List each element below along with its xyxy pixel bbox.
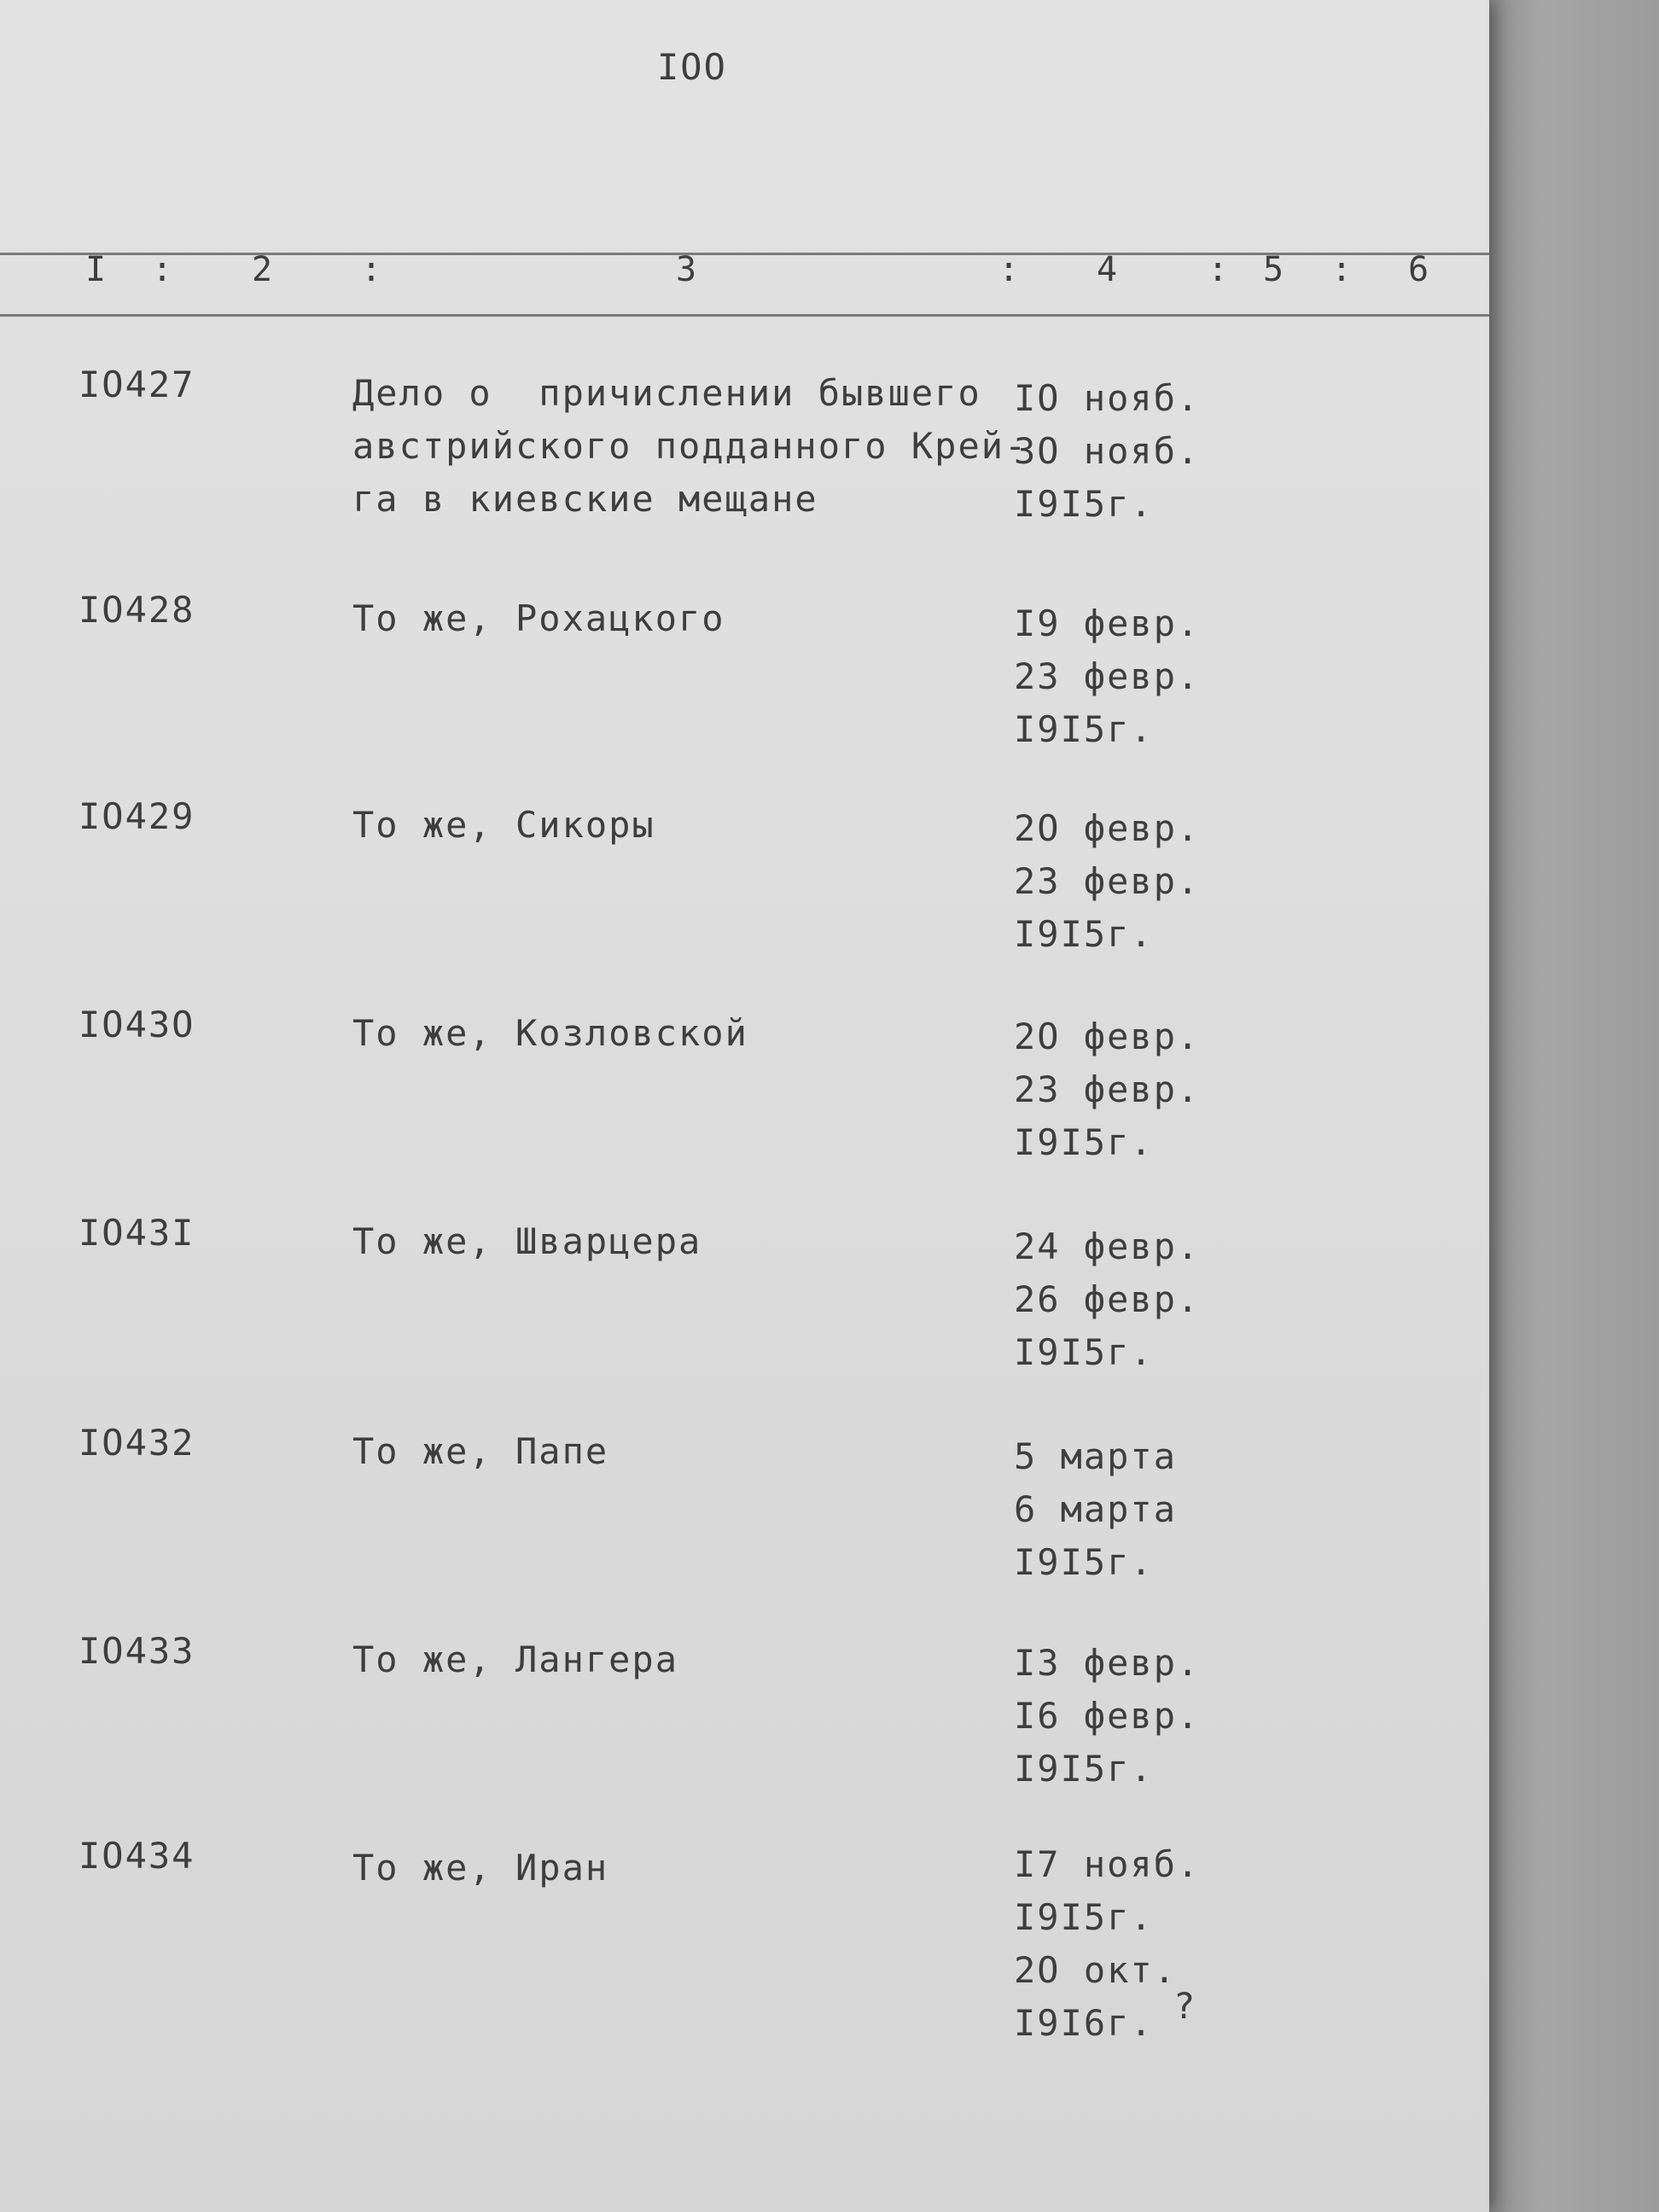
date-start: 2O февр. [1014,807,1201,849]
date-start: I9 февр. [1014,602,1201,644]
date-start: I7 нояб. [1014,1843,1201,1885]
column-separator: : [1208,250,1231,289]
date-year: I9I5г. [1014,1748,1154,1790]
date-year: I9I5г. [1014,1896,1154,1938]
column-separator: : [1331,250,1354,289]
date-year: I9I5г. [1014,708,1154,750]
page-number: IOO [657,46,727,88]
date-end: 3O нояб. [1014,430,1201,472]
column-separator: : [361,250,384,289]
case-number: IO429 [79,795,195,837]
date-start: 24 февр. [1014,1225,1201,1267]
date-year: I9I5г. [1014,1541,1154,1583]
column-header-2: 2 [252,250,275,289]
case-number: IO428 [79,589,195,631]
column-header-6: 6 [1408,250,1431,289]
case-title: То же, Иран [352,1847,609,1889]
date-year: I9I6г. [1014,2002,1154,2044]
column-header-5: 5 [1263,250,1286,289]
case-title: То же, Сикоры [352,804,655,846]
column-separator: : [152,250,175,289]
column-header-1: I [85,250,108,289]
date-end: 23 февр. [1014,1068,1201,1110]
page-stack-edge [1489,0,1659,2212]
case-number: IO432 [79,1422,195,1464]
date-start: 5 марта [1014,1435,1178,1477]
case-number: IO43I [79,1212,195,1254]
date-start: I3 февр. [1014,1642,1201,1684]
date-end: 26 февр. [1014,1278,1201,1320]
header-rule-bottom [0,314,1489,317]
column-separator: : [998,250,1022,289]
case-number: IO427 [79,364,195,405]
date-end: 2O окт. [1014,1949,1178,1991]
date-year: I9I5г. [1014,1121,1154,1163]
case-number: IO434 [79,1835,195,1877]
date-year: I9I5г. [1014,913,1154,955]
case-title: То же, Папе [352,1430,609,1472]
date-start: IO нояб. [1014,377,1201,419]
date-end: 23 февр. [1014,655,1201,697]
case-number: IO43O [79,1004,195,1045]
date-year: I9I5г. [1014,1331,1154,1373]
case-title: То же, Рохацкого [352,597,725,639]
case-number: IO433 [79,1630,195,1672]
date-end: 23 февр. [1014,860,1201,902]
case-title: га в киевские мещане [352,478,818,520]
query-mark: ? [1173,1985,1197,2027]
column-header-4: 4 [1097,250,1120,289]
date-year: I9I5г. [1014,483,1154,525]
date-start: 2O февр. [1014,1016,1201,1057]
case-title: То же, Козловской [352,1012,748,1054]
date-end: 6 марта [1014,1488,1178,1530]
column-header-3: 3 [676,250,699,289]
case-title: Дело о причислении бывшего [352,372,981,414]
case-title: То же, Шварцера [352,1220,702,1262]
date-end: I6 февр. [1014,1695,1201,1737]
case-title: То же, Лангера [352,1639,679,1680]
case-title: австрийского подданного Крей- [352,425,1028,467]
